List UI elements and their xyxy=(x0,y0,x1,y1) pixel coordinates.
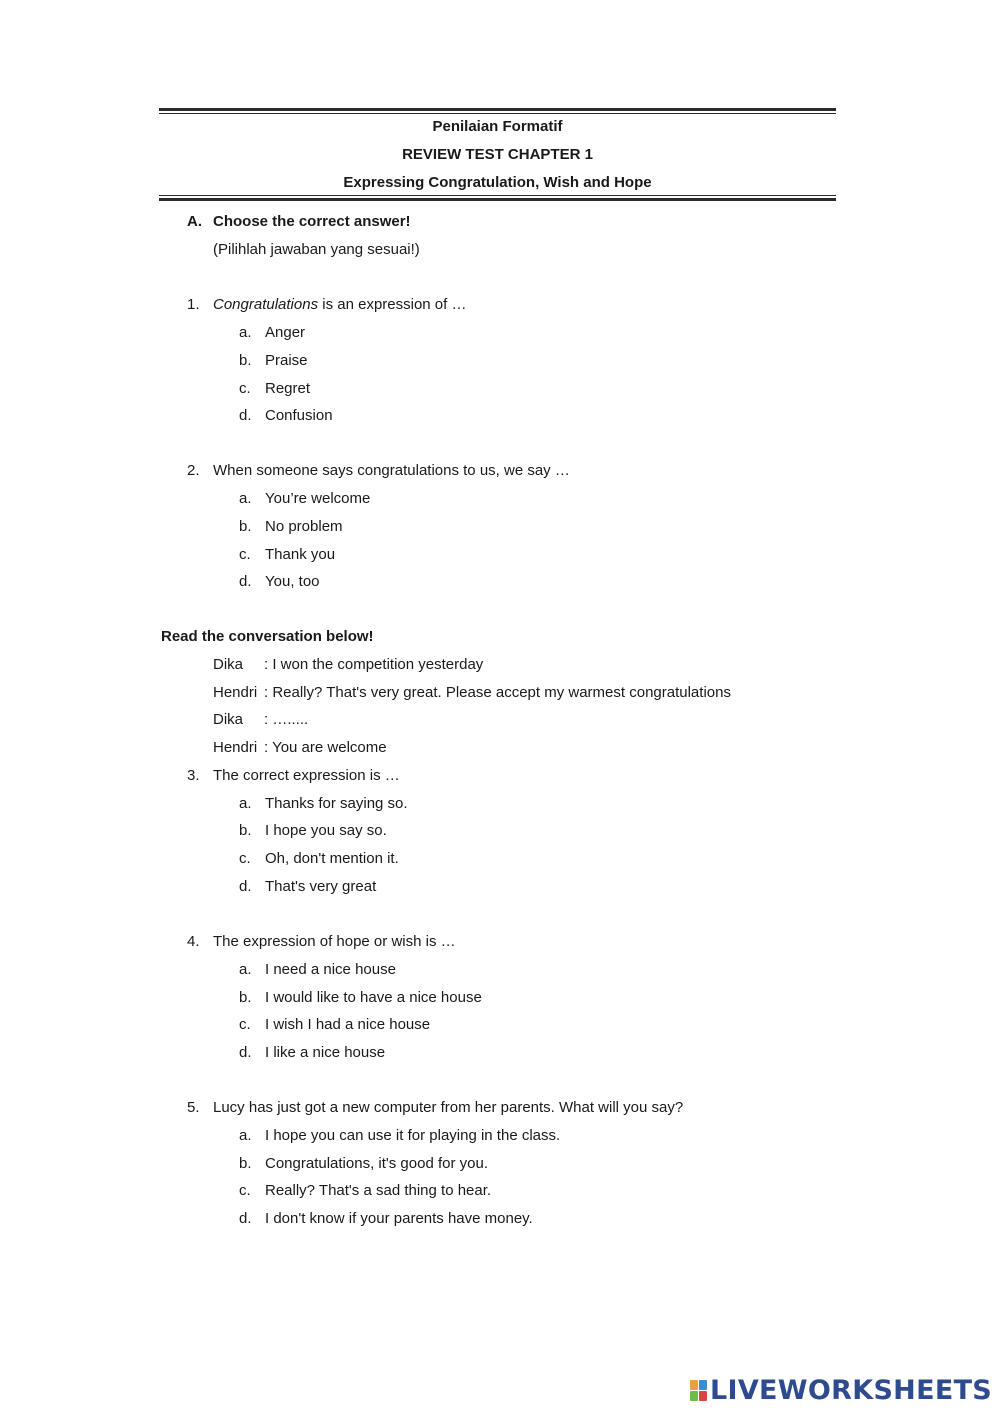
option-letter: c. xyxy=(239,546,251,563)
option-text[interactable]: Really? That's a sad thing to hear. xyxy=(265,1182,492,1199)
conversation-speaker: Hendri xyxy=(213,739,258,756)
option-letter: b. xyxy=(239,989,252,1006)
question-number: 5. xyxy=(187,1099,200,1116)
conversation-line: : …..... xyxy=(264,711,309,728)
option-letter: a. xyxy=(239,795,252,812)
option-letter: a. xyxy=(239,490,252,507)
option-letter: b. xyxy=(239,518,252,535)
option-letter: d. xyxy=(239,407,252,424)
option-text[interactable]: I hope you say so. xyxy=(265,822,387,839)
question-stem: When someone says congratulations to us, we say … xyxy=(213,462,570,479)
option-text[interactable]: I don't know if your parents have money. xyxy=(265,1210,533,1227)
header-top-rule xyxy=(159,108,836,114)
question-stem-italic: Congratulations xyxy=(213,296,319,313)
header-title: Penilaian Formatif xyxy=(432,118,563,135)
option-letter: d. xyxy=(239,1210,252,1227)
option-letter: d. xyxy=(239,878,252,895)
question-number: 3. xyxy=(187,767,200,784)
conversation-line: : You are welcome xyxy=(264,739,387,756)
question-number: 1. xyxy=(187,296,200,313)
option-text[interactable]: Thank you xyxy=(265,546,336,563)
logo-tile xyxy=(699,1391,707,1401)
option-text[interactable]: No problem xyxy=(265,518,343,535)
section-subtitle: (Pilihlah jawaban yang sesuai!) xyxy=(213,241,420,258)
option-letter: c. xyxy=(239,1016,251,1033)
section-marker: A. xyxy=(187,213,202,230)
option-text[interactable]: Confusion xyxy=(265,407,333,424)
header-chapter: REVIEW TEST CHAPTER 1 xyxy=(402,146,593,163)
logo-tile xyxy=(690,1380,698,1390)
question-number: 2. xyxy=(187,462,200,479)
question-stem: The expression of hope or wish is … xyxy=(213,933,456,950)
logo-tile xyxy=(690,1391,698,1401)
option-letter: a. xyxy=(239,961,252,978)
option-letter: c. xyxy=(239,1182,251,1199)
option-letter: d. xyxy=(239,573,252,590)
option-text[interactable]: You, too xyxy=(265,573,320,590)
section-title: Choose the correct answer! xyxy=(213,213,411,230)
option-text[interactable]: Thanks for saying so. xyxy=(265,795,408,812)
option-text[interactable]: That's very great xyxy=(265,878,377,895)
question-stem-rest: is an expression of … xyxy=(318,296,467,313)
option-text[interactable]: I need a nice house xyxy=(265,961,396,978)
logo-wordmark: LIVEWORKSHEETS xyxy=(710,1374,993,1406)
question-stem: The correct expression is … xyxy=(213,767,400,784)
option-letter: c. xyxy=(239,850,251,867)
option-letter: d. xyxy=(239,1044,252,1061)
conversation-line: : I won the competition yesterday xyxy=(264,656,484,673)
option-text[interactable]: I wish I had a nice house xyxy=(265,1016,431,1033)
question-number: 4. xyxy=(187,933,200,950)
option-letter: b. xyxy=(239,822,252,839)
liveworksheets-logo[interactable] xyxy=(690,1375,992,1405)
option-letter: b. xyxy=(239,1155,252,1172)
logo-tile xyxy=(699,1380,707,1390)
conversation-heading: Read the conversation below! xyxy=(161,628,374,645)
option-text[interactable]: I like a nice house xyxy=(265,1044,386,1061)
option-text[interactable]: You’re welcome xyxy=(265,490,371,507)
conversation-line: : Really? That's very great. Please accept my warmest congratulations xyxy=(264,684,731,701)
option-text[interactable]: Congratulations, it's good for you. xyxy=(265,1155,488,1172)
option-text[interactable]: I hope you can use it for playing in the class. xyxy=(265,1127,561,1144)
option-text[interactable]: Praise xyxy=(265,352,308,369)
option-text[interactable]: I would like to have a nice house xyxy=(265,989,482,1006)
conversation-speaker: Dika xyxy=(213,656,244,673)
option-letter: c. xyxy=(239,380,251,397)
option-text[interactable]: Oh, don't mention it. xyxy=(265,850,399,867)
header-topic: Expressing Congratulation, Wish and Hope xyxy=(343,174,652,191)
option-letter: b. xyxy=(239,352,252,369)
option-text[interactable]: Regret xyxy=(265,380,311,397)
logo-tiles-icon xyxy=(690,1380,707,1401)
option-letter: a. xyxy=(239,1127,252,1144)
header-bottom-rule xyxy=(159,195,836,201)
option-text[interactable]: Anger xyxy=(265,324,306,341)
conversation-speaker: Hendri xyxy=(213,684,258,701)
question-stem xyxy=(213,295,466,315)
question-stem: Lucy has just got a new computer from her parents. What will you say? xyxy=(213,1099,684,1116)
option-letter: a. xyxy=(239,324,252,341)
conversation-speaker: Dika xyxy=(213,711,244,728)
